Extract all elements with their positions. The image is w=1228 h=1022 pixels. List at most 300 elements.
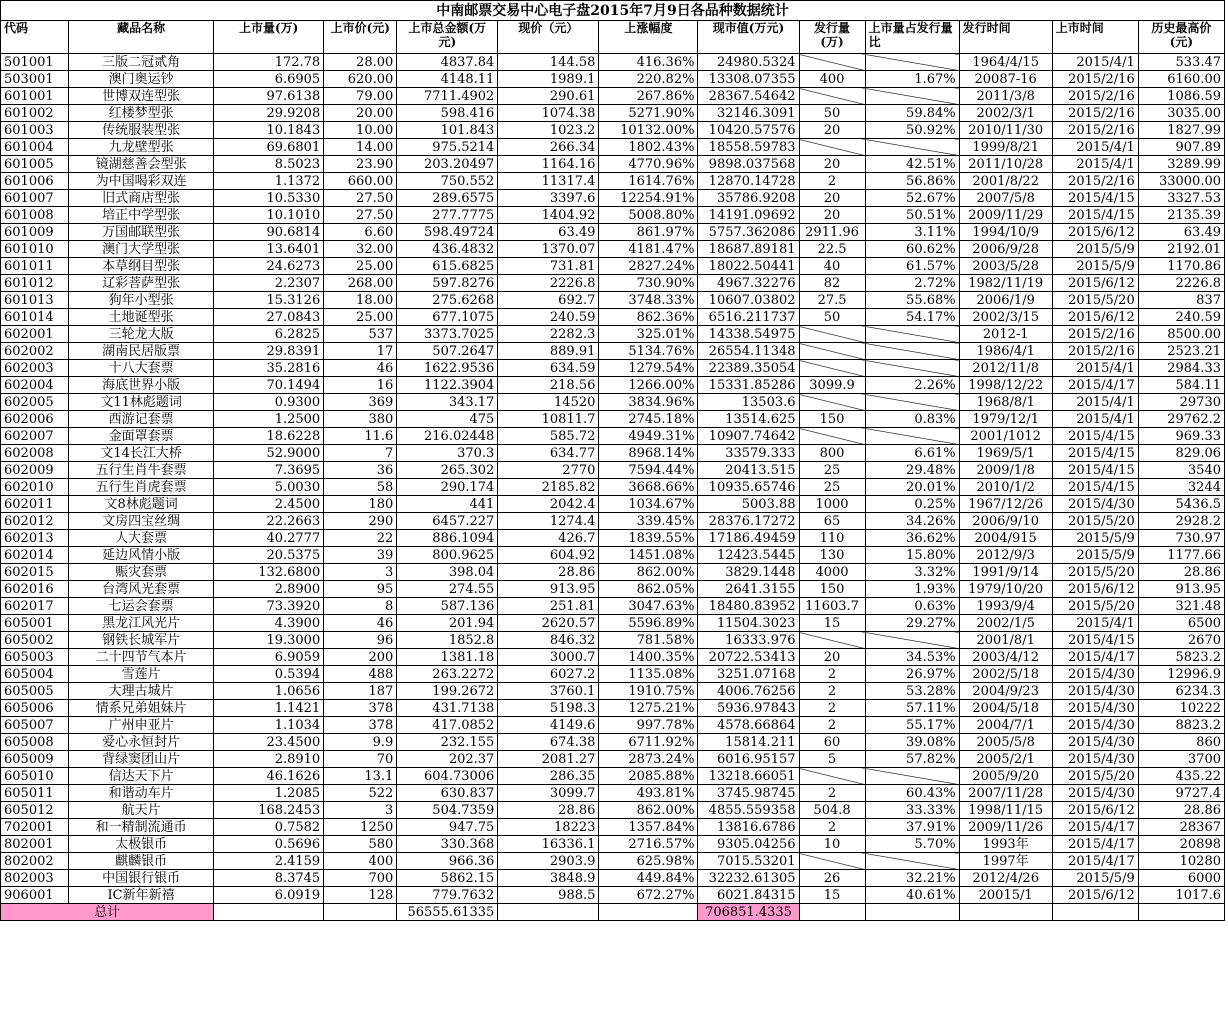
cell-ratio: 55.68% [865,292,959,309]
cell-code: 501001 [1,54,69,71]
cell-code: 601003 [1,122,69,139]
cell-issue-qty: 400 [799,71,865,88]
cell-name: 西游记套票 [69,411,214,428]
cell-name: 赈灾套票 [69,564,214,581]
cell-listed-price: 700 [324,870,397,887]
cell-hist-high: 1177.66 [1138,547,1224,564]
cell-listed-price: 180 [324,496,397,513]
table-row [1,54,1225,71]
cell-issue-date: 1998/11/15 [959,802,1052,819]
cell-rise: 220.82% [599,71,698,88]
table-row [1,496,1225,513]
table-row [1,802,1225,819]
cell-name: 雪莲片 [69,666,214,683]
cell-name: 辽彩菩萨型张 [69,275,214,292]
cell-listed-total: 201.94 [397,615,498,632]
cell-listed-total: 6457.227 [397,513,498,530]
cell-hist-high: 584.11 [1138,377,1224,394]
cell-ratio: 61.57% [865,258,959,275]
cell-hist-high: 3700 [1138,751,1224,768]
table-title: 中南邮票交易中心电子盘2015年7月9日各品种数据统计 [1,1,1225,21]
cell-rise: 862.00% [599,802,698,819]
cell-market-value: 28367.54642 [698,88,799,105]
cell-market-value: 3745.98745 [698,785,799,802]
cell-name: 文14长江大桥 [69,445,214,462]
cell-current-price: 2226.8 [498,275,599,292]
cell-issue-qty: 26 [799,870,865,887]
cell-issue-qty [799,632,865,649]
cell-listed-qty: 69.6801 [214,139,324,156]
table-row [1,479,1225,496]
cell-rise: 672.27% [599,887,698,904]
cell-hist-high: 3327.53 [1138,190,1224,207]
table-row [1,581,1225,598]
cell-hist-high: 435.22 [1138,768,1224,785]
cell-rise: 5134.76% [599,343,698,360]
cell-code: 601006 [1,173,69,190]
cell-issue-qty: 20 [799,207,865,224]
cell-hist-high: 860 [1138,734,1224,751]
cell-listed-qty: 70.1494 [214,377,324,394]
cell-name: 十八大套票 [69,360,214,377]
cell-issue-qty: 2 [799,819,865,836]
cell-listing-date: 2015/4/15 [1052,428,1138,445]
cell-listed-qty: 8.5023 [214,156,324,173]
table-row [1,632,1225,649]
cell-issue-date: 2006/1/9 [959,292,1052,309]
cell-listed-qty: 132.6800 [214,564,324,581]
table-row [1,853,1225,870]
cell-market-value: 10935.65746 [698,479,799,496]
cell-ratio: 32.21% [865,870,959,887]
table-row [1,428,1225,445]
cell-listing-date: 2015/4/17 [1052,377,1138,394]
cell-name: 信达天下片 [69,768,214,785]
cell-rise: 3748.33% [599,292,698,309]
cell-name: 麒麟银币 [69,853,214,870]
total-empty-cell [324,904,397,921]
cell-hist-high: 28367 [1138,819,1224,836]
cell-market-value: 15331.85286 [698,377,799,394]
cell-current-price: 266.34 [498,139,599,156]
cell-issue-date: 2012/9/3 [959,547,1052,564]
cell-issue-date: 2005/5/8 [959,734,1052,751]
cell-listing-date: 2015/4/1 [1052,615,1138,632]
cell-listed-qty: 4.3900 [214,615,324,632]
cell-issue-date: 1964/4/15 [959,54,1052,71]
cell-code: 602016 [1,581,69,598]
cell-rise: 1839.55% [599,530,698,547]
cell-hist-high: 9727.4 [1138,785,1224,802]
table-row [1,275,1225,292]
cell-listed-total: 975.5214 [397,139,498,156]
cell-ratio: 1.67% [865,71,959,88]
cell-ratio: 60.43% [865,785,959,802]
cell-listed-qty: 1.1034 [214,717,324,734]
cell-name: IC新年新禧 [69,887,214,904]
cell-current-price: 2282.3 [498,326,599,343]
cell-listing-date: 2015/4/30 [1052,700,1138,717]
cell-listed-qty: 6.0919 [214,887,324,904]
cell-ratio: 0.83% [865,411,959,428]
cell-rise: 2827.24% [599,258,698,275]
cell-market-value: 10907.74642 [698,428,799,445]
cell-hist-high: 2670 [1138,632,1224,649]
cell-name: 钢铁长城军片 [69,632,214,649]
cell-current-price: 846.32 [498,632,599,649]
cell-issue-qty: 2 [799,785,865,802]
cell-issue-date: 1979/10/20 [959,581,1052,598]
header-listed-total: 上市总金额(万元) [397,21,498,54]
cell-listed-total: 101.843 [397,122,498,139]
cell-market-value: 4855.559358 [698,802,799,819]
cell-listed-qty: 2.4500 [214,496,324,513]
cell-hist-high: 2928.2 [1138,513,1224,530]
cell-hist-high: 1017.6 [1138,887,1224,904]
cell-listed-total: 1852.8 [397,632,498,649]
cell-name: 传统服装型张 [69,122,214,139]
table-row [1,377,1225,394]
cell-ratio: 57.11% [865,700,959,717]
cell-issue-date: 1969/5/1 [959,445,1052,462]
cell-listed-price: 3 [324,564,397,581]
cell-name: 九龙壁型张 [69,139,214,156]
cell-current-price: 634.59 [498,360,599,377]
cell-listed-price: 268.00 [324,275,397,292]
cell-rise: 862.05% [599,581,698,598]
cell-ratio: 2.72% [865,275,959,292]
table-row [1,649,1225,666]
cell-code: 605003 [1,649,69,666]
table-row [1,105,1225,122]
cell-listed-total: 598.49724 [397,224,498,241]
cell-listed-price: 1250 [324,819,397,836]
cell-listed-qty: 2.8900 [214,581,324,598]
cell-code: 605004 [1,666,69,683]
cell-listing-date: 2015/5/9 [1052,547,1138,564]
cell-market-value: 13514.625 [698,411,799,428]
cell-issue-date: 1967/12/26 [959,496,1052,513]
cell-listed-total: 5862.15 [397,870,498,887]
table-row [1,734,1225,751]
cell-listed-total: 604.73006 [397,768,498,785]
cell-listed-total: 370.3 [397,445,498,462]
cell-ratio: 50.92% [865,122,959,139]
cell-issue-qty: 110 [799,530,865,547]
cell-listed-total: 750.552 [397,173,498,190]
cell-listing-date: 2015/4/30 [1052,734,1138,751]
cell-code: 605001 [1,615,69,632]
cell-listed-qty: 52.9000 [214,445,324,462]
cell-issue-qty: 60 [799,734,865,751]
cell-issue-qty: 40 [799,258,865,275]
cell-hist-high: 969.33 [1138,428,1224,445]
cell-code: 605011 [1,785,69,802]
cell-ratio: 42.51% [865,156,959,173]
cell-listed-total: 199.2672 [397,683,498,700]
cell-current-price: 1074.38 [498,105,599,122]
header-listed-qty: 上市量(万) [214,21,324,54]
cell-listed-total: 597.8276 [397,275,498,292]
cell-listing-date: 2015/5/20 [1052,598,1138,615]
cell-listed-qty: 7.3695 [214,462,324,479]
cell-ratio [865,88,959,105]
table-row [1,819,1225,836]
cell-market-value: 2641.3155 [698,581,799,598]
cell-rise: 781.58% [599,632,698,649]
header-row [1,21,1225,54]
cell-listed-qty: 40.2777 [214,530,324,547]
cell-hist-high: 6160.00 [1138,71,1224,88]
cell-hist-high: 6000 [1138,870,1224,887]
cell-listed-price: 10.00 [324,122,397,139]
cell-code: 605008 [1,734,69,751]
cell-listed-total: 232.155 [397,734,498,751]
cell-code: 602017 [1,598,69,615]
cell-name: 湖南民居版票 [69,343,214,360]
cell-issue-qty [799,88,865,105]
cell-listed-price: 369 [324,394,397,411]
cell-rise: 1279.54% [599,360,698,377]
cell-listed-qty: 6.2825 [214,326,324,343]
total-listed-total: 56555.61335 [397,904,498,921]
cell-market-value: 18558.59783 [698,139,799,156]
cell-rise: 2745.18% [599,411,698,428]
cell-listed-price: 3 [324,802,397,819]
cell-name: 培正中学型张 [69,207,214,224]
cell-current-price: 218.56 [498,377,599,394]
cell-market-value: 28376.17272 [698,513,799,530]
cell-issue-qty: 1000 [799,496,865,513]
cell-issue-qty: 15 [799,615,865,632]
total-empty-cell [599,904,698,921]
cell-code: 601010 [1,241,69,258]
cell-code: 602006 [1,411,69,428]
cell-listing-date: 2015/4/17 [1052,836,1138,853]
cell-ratio [865,768,959,785]
cell-hist-high: 533.47 [1138,54,1224,71]
cell-code: 605002 [1,632,69,649]
cell-listed-price: 27.50 [324,207,397,224]
cell-issue-date: 2011/3/8 [959,88,1052,105]
cell-issue-qty: 20 [799,156,865,173]
cell-listed-total: 630.837 [397,785,498,802]
cell-code: 602007 [1,428,69,445]
cell-market-value: 4578.66864 [698,717,799,734]
cell-current-price: 28.86 [498,564,599,581]
cell-code: 601005 [1,156,69,173]
cell-issue-qty: 20 [799,649,865,666]
table-row [1,343,1225,360]
header-name: 藏品名称 [69,21,214,54]
cell-listed-total: 441 [397,496,498,513]
table-row [1,870,1225,887]
table-row [1,309,1225,326]
cell-issue-qty [799,343,865,360]
cell-name: 太极银币 [69,836,214,853]
cell-issue-date: 2012-1 [959,326,1052,343]
cell-listed-qty: 10.1843 [214,122,324,139]
cell-code: 702001 [1,819,69,836]
header-market-value: 现市值(万元) [698,21,799,54]
cell-name: 旧式商店型张 [69,190,214,207]
cell-listed-price: 79.00 [324,88,397,105]
cell-market-value: 10420.57576 [698,122,799,139]
cell-listed-price: 70 [324,751,397,768]
cell-ratio [865,853,959,870]
cell-hist-high: 2226.8 [1138,275,1224,292]
cell-issue-date: 2012/4/26 [959,870,1052,887]
cell-market-value: 18687.89181 [698,241,799,258]
cell-code: 605010 [1,768,69,785]
cell-rise: 1135.08% [599,666,698,683]
cell-listed-qty: 29.9208 [214,105,324,122]
table-row [1,785,1225,802]
table-row [1,292,1225,309]
cell-issue-qty [799,768,865,785]
cell-issue-qty [799,326,865,343]
cell-listing-date: 2015/4/1 [1052,156,1138,173]
cell-issue-qty: 2 [799,173,865,190]
cell-hist-high: 3540 [1138,462,1224,479]
cell-current-price: 1274.4 [498,513,599,530]
cell-listed-total: 677.1075 [397,309,498,326]
cell-issue-qty: 10 [799,836,865,853]
cell-listing-date: 2015/5/20 [1052,513,1138,530]
header-issue-date: 发行时间 [959,21,1052,54]
cell-rise: 5271.90% [599,105,698,122]
cell-name: 七运会套票 [69,598,214,615]
cell-listed-price: 46 [324,360,397,377]
cell-issue-date: 1982/11/19 [959,275,1052,292]
cell-listing-date: 2015/4/30 [1052,666,1138,683]
cell-listed-price: 25.00 [324,258,397,275]
cell-current-price: 913.95 [498,581,599,598]
total-empty-cell [865,904,959,921]
cell-issue-date: 1997年 [959,853,1052,870]
cell-hist-high: 2523.21 [1138,343,1224,360]
cell-rise: 997.78% [599,717,698,734]
cell-listed-total: 947.75 [397,819,498,836]
table-row [1,751,1225,768]
cell-listing-date: 2015/4/17 [1052,819,1138,836]
cell-issue-date: 2002/3/1 [959,105,1052,122]
cell-hist-high: 6500 [1138,615,1224,632]
cell-listed-qty: 23.4500 [214,734,324,751]
cell-ratio: 55.17% [865,717,959,734]
cell-current-price: 674.38 [498,734,599,751]
cell-market-value: 15814.211 [698,734,799,751]
cell-issue-qty: 82 [799,275,865,292]
cell-issue-date: 2001/1012 [959,428,1052,445]
cell-listed-qty: 2.2307 [214,275,324,292]
table-row [1,139,1225,156]
cell-name: 为中国喝彩双连 [69,173,214,190]
total-market-value: 706851.4335 [698,904,799,921]
cell-code: 906001 [1,887,69,904]
cell-listed-total: 966.36 [397,853,498,870]
cell-listed-qty: 0.9300 [214,394,324,411]
cell-ratio: 20.01% [865,479,959,496]
cell-ratio: 29.48% [865,462,959,479]
cell-listing-date: 2015/4/15 [1052,632,1138,649]
cell-listing-date: 2015/5/9 [1052,241,1138,258]
cell-ratio [865,139,959,156]
cell-issue-date: 2005/9/20 [959,768,1052,785]
cell-listed-price: 95 [324,581,397,598]
cell-rise: 4181.47% [599,241,698,258]
cell-market-value: 6516.211737 [698,309,799,326]
cell-issue-date: 2009/11/26 [959,819,1052,836]
cell-listed-qty: 15.3126 [214,292,324,309]
cell-listed-price: 6.60 [324,224,397,241]
cell-listed-total: 275.6268 [397,292,498,309]
cell-issue-qty: 20 [799,190,865,207]
cell-listed-total: 436.4832 [397,241,498,258]
cell-ratio: 57.82% [865,751,959,768]
cell-code: 601011 [1,258,69,275]
cell-issue-qty: 3099.9 [799,377,865,394]
cell-listed-qty: 6.6905 [214,71,324,88]
cell-listed-qty: 6.9059 [214,649,324,666]
cell-code: 601013 [1,292,69,309]
table-row [1,224,1225,241]
cell-listed-qty: 97.6138 [214,88,324,105]
cell-name: 情系兄弟姐妹片 [69,700,214,717]
cell-current-price: 286.35 [498,768,599,785]
cell-current-price: 634.77 [498,445,599,462]
cell-code: 602004 [1,377,69,394]
cell-listed-qty: 22.2663 [214,513,324,530]
cell-name: 土地诞型张 [69,309,214,326]
table-row [1,717,1225,734]
cell-listing-date: 2015/4/1 [1052,360,1138,377]
cell-rise: 5008.80% [599,207,698,224]
cell-listed-price: 200 [324,649,397,666]
cell-listed-price: 14.00 [324,139,397,156]
table-row [1,547,1225,564]
cell-rise: 3834.96% [599,394,698,411]
header-code: 代码 [1,21,69,54]
cell-listing-date: 2015/6/12 [1052,802,1138,819]
cell-hist-high: 28.86 [1138,564,1224,581]
cell-hist-high: 29762.2 [1138,411,1224,428]
header-listed-price: 上市价(元) [324,21,397,54]
cell-current-price: 3848.9 [498,870,599,887]
cell-code: 602013 [1,530,69,547]
cell-listed-total: 587.136 [397,598,498,615]
cell-name: 三版二冠贰角 [69,54,214,71]
cell-name: 金面罩套票 [69,428,214,445]
table-row [1,360,1225,377]
cell-code: 602001 [1,326,69,343]
cell-name: 延边风情小版 [69,547,214,564]
cell-listed-qty: 27.0843 [214,309,324,326]
cell-listed-qty: 10.1010 [214,207,324,224]
cell-ratio: 1.93% [865,581,959,598]
cell-hist-high: 8823.2 [1138,717,1224,734]
cell-rise: 325.01% [599,326,698,343]
cell-market-value: 5936.97843 [698,700,799,717]
cell-issue-date: 2009/1/8 [959,462,1052,479]
cell-rise: 6711.92% [599,734,698,751]
cell-issue-date: 1986/4/1 [959,343,1052,360]
cell-market-value: 11504.3023 [698,615,799,632]
cell-listed-price: 378 [324,700,397,717]
cell-market-value: 33579.333 [698,445,799,462]
cell-listed-qty: 90.6814 [214,224,324,241]
cell-issue-date: 2001/8/1 [959,632,1052,649]
